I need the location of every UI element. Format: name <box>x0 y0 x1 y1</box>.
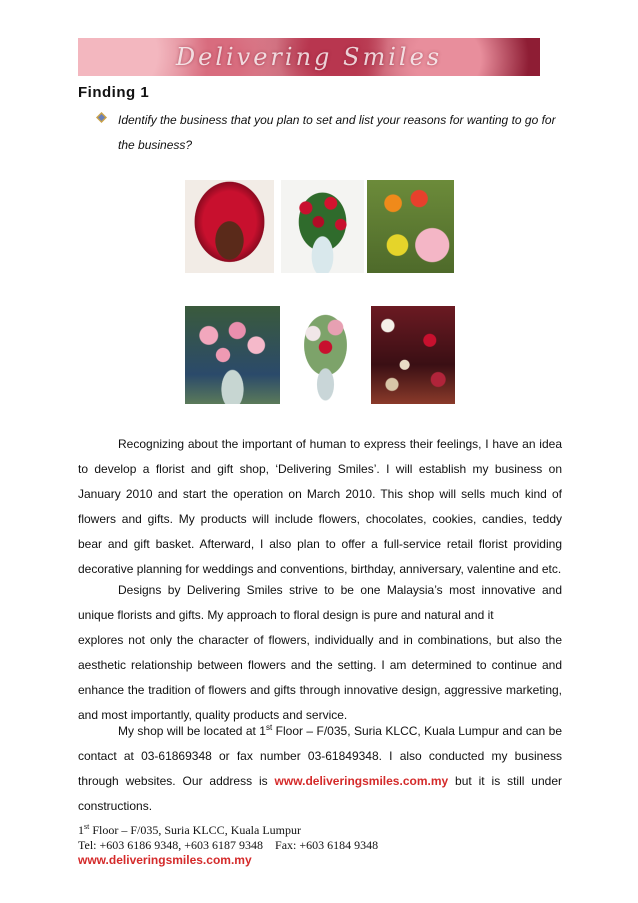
section-heading: Finding 1 <box>78 84 150 101</box>
paragraph-designs <box>78 578 562 728</box>
footer-address-prefix: 1 <box>78 823 84 837</box>
footer-phones: Tel: +603 6186 9348, +603 6187 9348 Fax: +603 6184 9348 <box>78 838 379 852</box>
photo-chocolate-heart-box <box>185 180 274 273</box>
footer-address-rest: Floor – F/035, Suria KLCC, Kuala Lumpur <box>89 823 302 837</box>
photo-lily-rose-arrangement <box>284 306 367 404</box>
photo-red-rose-bouquet <box>281 180 364 273</box>
photo-gerbera-teddy-bear <box>367 180 454 273</box>
footer-address <box>78 823 558 838</box>
header-banner <box>78 38 540 76</box>
location-middle: Floor – F/035, Suria KLCC, Kuala Lumpur and can be contact at 03-61869348 or fax number 03-61849348. I also conducted my business through websites. Our address is <box>78 724 562 788</box>
photo-pink-rose-vase <box>185 306 280 404</box>
location-sup: st <box>265 723 273 732</box>
paragraph-intro-text: Recognizing about the important of human to express their feelings, I have an idea to develop a florist and gift shop, ‘Delivering Smiles’. I will establish my business on January 2010 and start the operation on March 2010. This shop will sells much kind of flowers and gifts. My products will include flowers, chocolates, cookies, candies, teddy bear and gift basket. Afterward, I also plan to offer a full-service retail florist providing decorative planning for weddings and conventions, birthday, anniversary, valentine and etc. <box>78 437 562 576</box>
location-suffix: but it is still under constructions. <box>78 774 562 813</box>
page-footer <box>78 823 558 868</box>
bullet-diamond-icon <box>96 112 107 123</box>
website-link[interactable]: www.deliveringsmiles.com.my <box>274 774 449 788</box>
paragraph-designs-line1: Designs by Delivering Smiles strive to be one Malaysia’s most innovative and unique florists and gifts. My approach to floral design is pure and natural and it <box>78 583 562 622</box>
banner-title: Delivering Smiles <box>175 43 443 71</box>
question-text: Identify the business that you plan to set and list your reasons for wanting to go for the business? <box>118 113 556 152</box>
paragraph-designs-rest: explores not only the character of flowers, individually and in combinations, but also the aesthetic relationship between flowers and the setting. I am determined to continue and enhance the tradition of flowers and gifts through innovative design, aggressive marketing, and most importantly, quality products and service. <box>78 633 562 722</box>
footer-address-sup: st <box>84 822 90 831</box>
question-bullet <box>96 108 562 158</box>
paragraph-location <box>78 719 562 819</box>
footer-website-link[interactable]: www.deliveringsmiles.com.my <box>78 853 252 867</box>
paragraph-intro <box>78 432 562 582</box>
location-prefix: My shop will be located at 1 <box>118 724 266 738</box>
photo-gift-shop-display <box>371 306 455 404</box>
